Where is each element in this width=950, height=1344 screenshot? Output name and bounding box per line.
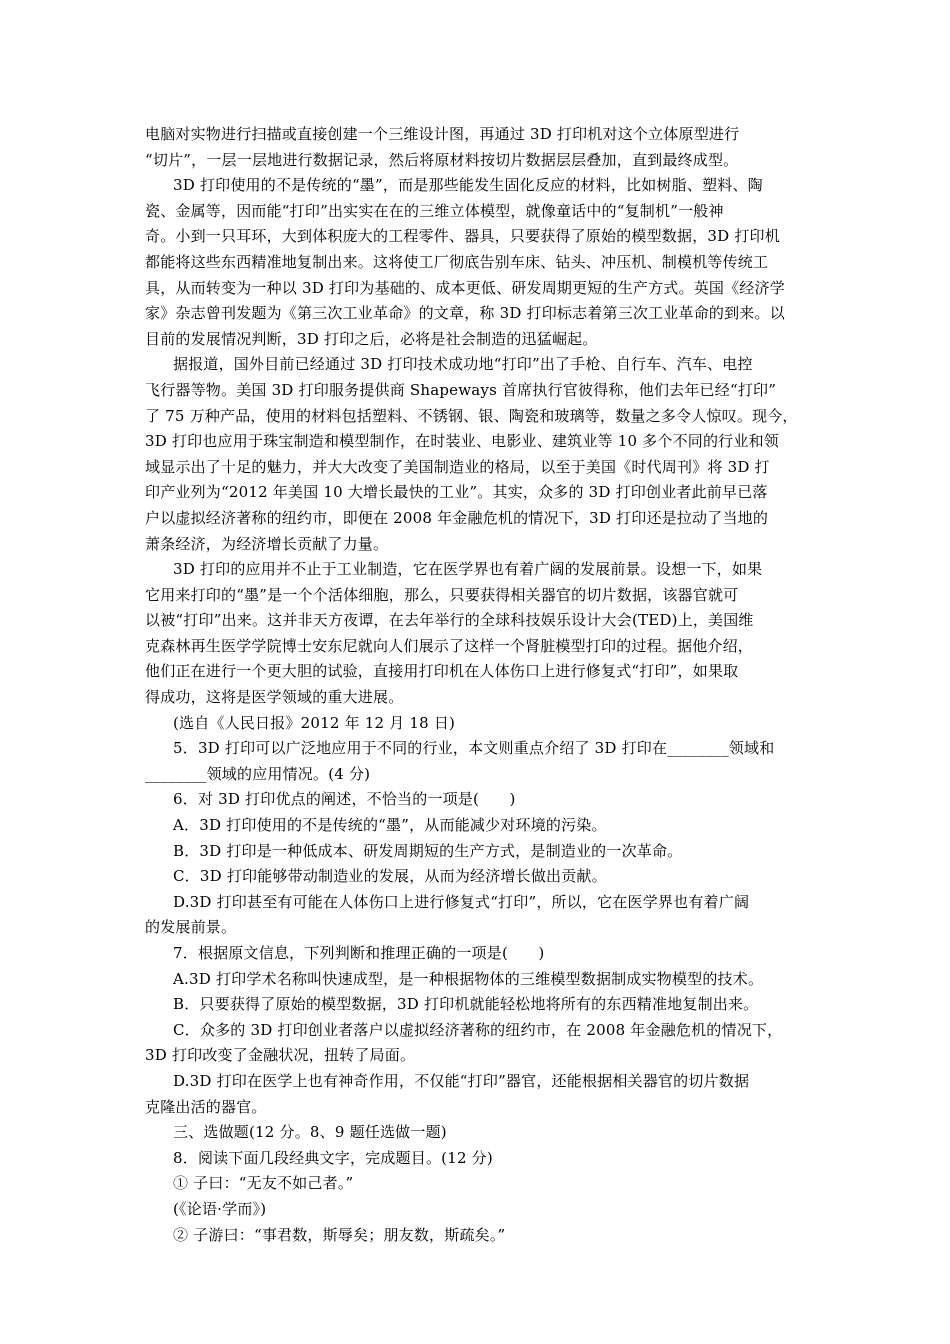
text-line: ② 子游曰：“事君数，斯辱矣；朋友数，斯疏矣。” [173, 1225, 506, 1244]
text-line: (选自《人民日报》2012 年 12 月 18 日) [173, 713, 456, 732]
text-line: 克隆出活的器官。 [145, 1097, 267, 1116]
text-line: 得成功，这将是医学领域的重大进展。 [145, 688, 404, 707]
text-line: 域显示出了十足的魅力，并大大改变了美国制造业的格局，以至于美国《时代周刊》将 3D 打 [145, 457, 770, 476]
text-line: 印产业列为“2012 年美国 10 大增长最快的工业”。其实，众多的 3D 打印创业者此前早已落 [145, 483, 768, 502]
text-line: 3D 打印使用的不是传统的“墨”，而是那些能发生固化反应的材料，比如树脂、塑料、陶 [173, 176, 763, 195]
text-line: 三、选做题(12 分。8、9 题任选做一题) [173, 1123, 447, 1142]
text-line: 家》杂志曾刊发题为《第三次工业革命》的文章，称 3D 打印标志着第三次工业革命的到来。以 [145, 304, 785, 323]
text-line: ① 子曰：“无友不如己者。” [173, 1174, 354, 1193]
text-line: 萧条经济，为经济增长贡献了力量。 [145, 534, 389, 553]
text-line: C．3D 打印能够带动制造业的发展，从而为经济增长做出贡献。 [173, 867, 607, 886]
text-line: 8．阅读下面几段经典文字，完成题目。(12 分) [173, 1148, 493, 1167]
text-line: 飞行器等物。美国 3D 打印服务提供商 Shapeways 首席执行官彼得称，他们去年已经“打印” [145, 380, 777, 399]
text-line: D.3D 打印在医学上也有神奇作用，不仅能“打印”器官，还能根据相关器官的切片数据 [173, 1071, 750, 1090]
text-line: 电脑对实物进行扫描或直接创建一个三维设计图，再通过 3D 打印机对这个立体原型进行 [145, 125, 740, 143]
document-page [145, 122, 810, 1248]
text-line: 具，从而转变为一种以 3D 打印为基础的、成本更低、研发周期更短的生产方式。英国《经济学 [145, 278, 785, 297]
text-line: 它用来打印的“墨”是一个个活体细胞，那么，只要获得相关器官的切片数据，该器官就可 [145, 585, 739, 604]
text-line: 据报道，国外目前已经通过 3D 打印技术成功地“打印”出了手枪、自行车、汽车、电控 [173, 355, 753, 374]
text-line: 3D 打印改变了金融状况，扭转了局面。 [145, 1046, 416, 1065]
text-line: 的发展前景。 [145, 918, 237, 937]
text-line: A.3D 打印学术名称叫快速成型，是一种根据物体的三维模型数据制成实物模型的技术。 [173, 969, 764, 988]
text-line: 户以虚拟经济著称的纽约市，即便在 2008 年金融危机的情况下，3D 打印还是拉动了当地的 [145, 508, 769, 527]
text-line: D.3D 打印甚至有可能在人体伤口上进行修复式“打印”，所以，它在医学界也有着广阔 [173, 892, 750, 911]
text-line: A．3D 打印使用的不是传统的“墨”，从而能减少对环境的污染。 [173, 816, 607, 835]
text-line: “切片”，一层一层地进行数据记录，然后将原材料按切片数据层层叠加，直到最终成型。 [145, 150, 739, 169]
text-line: C．众多的 3D 打印创业者落户以虚拟经济著称的纽约市，在 2008 年金融危机的情况下， [173, 1020, 783, 1039]
text-line: 目前的发展情况判断，3D 打印之后，必将是社会制造的迅猛崛起。 [145, 329, 598, 348]
text-line: 奇。小到一只耳环，大到体积庞大的工程零件、器具，只要获得了原始的模型数据，3D 打印机 [145, 227, 780, 246]
text-line: B．3D 打印是一种低成本、研发周期短的生产方式，是制造业的一次革命。 [173, 841, 683, 860]
text-line: 克森林再生医学学院博士安东尼就向人们展示了这样一个肾脏模型打印的过程。据他介绍， [145, 636, 754, 655]
text-line: 了 75 万种产品，使用的材料包括塑料、不锈钢、银、陶瓷和玻璃等，数量之多令人惊叹。现今， [145, 406, 798, 425]
text-line: 5．3D 打印可以广泛地应用于不同的行业，本文则重点介绍了 3D 打印在________领域和 [173, 739, 775, 758]
text-line: (《论语·学而》) [173, 1199, 267, 1218]
text-line: 7．根据原文信息，下列判断和推理正确的一项是( ) [173, 944, 545, 962]
text-line: 瓷、金属等，因而能“打印”出实实在在的三维立体模型，就像童话中的“复制机”一般神 [145, 201, 724, 220]
text-line: 以被“打印”出来。这并非天方夜谭，在去年举行的全球科技娱乐设计大会(TED)上，美国维 [145, 611, 754, 630]
text-line: B．只要获得了原始的模型数据，3D 打印机就能轻松地将所有的东西精准地复制出来。 [173, 995, 759, 1014]
text-line: 6．对 3D 打印优点的阐述，不恰当的一项是( ) [173, 790, 516, 809]
text-line: 3D 打印也应用于珠宝制造和模型制作，在时装业、电影业、建筑业等 10 多个不同的行业和领 [145, 432, 779, 451]
text-line: 都能将这些东西精准地复制出来。这将使工厂彻底告别车床、钻头、冲压机、制模机等传统工 [145, 252, 769, 271]
text-line: ________领域的应用情况。(4 分) [145, 764, 371, 783]
text-line: 3D 打印的应用并不止于工业制造，它在医学界也有着广阔的发展前景。设想一下，如果 [173, 560, 763, 579]
text-line: 他们正在进行一个更大胆的试验，直接用打印机在人体伤口上进行修复式“打印”，如果取 [145, 662, 739, 681]
